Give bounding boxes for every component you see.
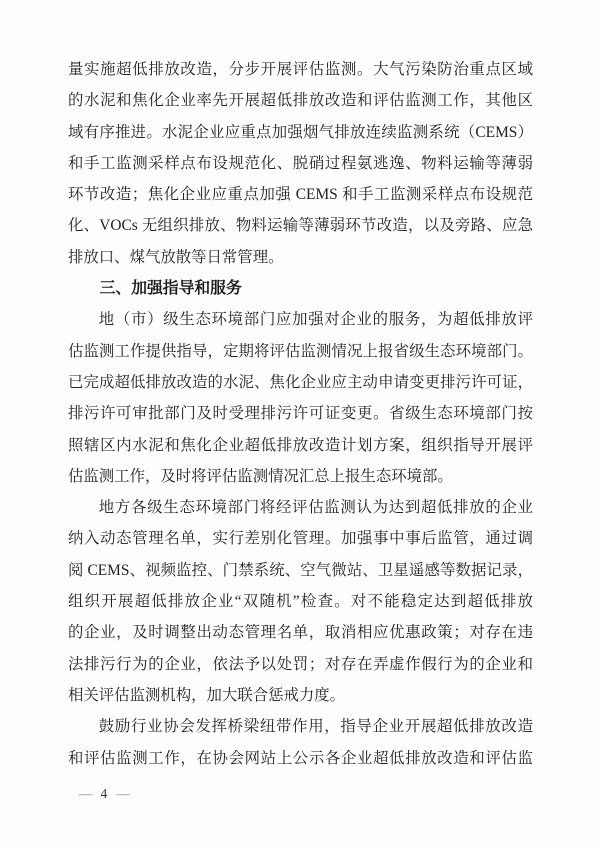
page-number: 4 <box>100 786 108 801</box>
text-line: 地（市）级生态环境部门应加强对企业的服务，为超低排放评 <box>98 311 533 329</box>
text-line: 照辖区内水泥和焦化企业超低排放改造计划方案，组织指导开展评 <box>68 436 533 454</box>
text-line: 环节改造；焦化企业应重点加强 CEMS 和手工监测采样点布设规范 <box>68 186 533 204</box>
text-line: 量实施超低排放改造，分步开展评估监测。大气污染防治重点区域 <box>68 61 533 78</box>
text-line: 相关评估监测机构，加大联合惩戒力度。 <box>68 686 346 704</box>
page-footer <box>79 786 129 802</box>
text-line: 法排污行为的企业，依法予以处罚；对存在弄虚作假行为的企业和 <box>68 655 533 673</box>
text-line: 和评估监测工作，在协会网站上公示各企业超低排放改造和评估监 <box>68 749 533 767</box>
text-line: 的企业，及时调整出动态管理名单，取消相应优惠政策；对存在违 <box>68 624 533 642</box>
footer-dash-right: — <box>116 786 129 801</box>
text-line: 排污许可审批部门及时受理排污许可证变更。省级生态环境部门按 <box>68 405 533 423</box>
footer-dash-left: — <box>79 786 92 801</box>
text-line: 化、VOCs 无组织排放、物料运输等薄弱环节改造，以及旁路、应急 <box>68 217 533 235</box>
text-line: 域有序推进。水泥企业应重点加强烟气排放连续监测系统（CEMS） <box>68 123 533 141</box>
text-line: 和手工监测采样点布设规范化、脱硝过程氨逃逸、物料运输等薄弱 <box>68 154 533 172</box>
text-line: 估监测工作提供指导，定期将评估监测情况上报省级生态环境部门。 <box>68 342 533 360</box>
section-heading: 三、加强指导和服务 <box>99 280 242 298</box>
text-line: 纳入动态管理名单，实行差别化管理。加强事中事后监管，通过调 <box>68 530 533 548</box>
text-line: 鼓励行业协会发挥桥梁纽带作用，指导企业开展超低排放改造 <box>98 718 533 736</box>
page-body <box>68 54 533 774</box>
text-line: 的水泥和焦化企业率先开展超低排放改造和评估监测工作，其他区 <box>68 92 533 110</box>
text-line: 地方各级生态环境部门将经评估监测认为达到超低排放的企业 <box>98 499 533 517</box>
text-line: 排放口、煤气放散等日常管理。 <box>68 248 284 266</box>
text-line: 估监测工作，及时将评估监测情况汇总上报生态环境部。 <box>68 467 453 485</box>
text-line: 阅 CEMS、视频监控、门禁系统、空气微站、卫星遥感等数据记录， <box>68 561 533 579</box>
text-line: 组织开展超低排放企业“双随机”检查。对不能稳定达到超低排放 <box>68 593 533 611</box>
text-line: 已完成超低排放改造的水泥、焦化企业应主动申请变更排污许可证， <box>68 373 533 391</box>
